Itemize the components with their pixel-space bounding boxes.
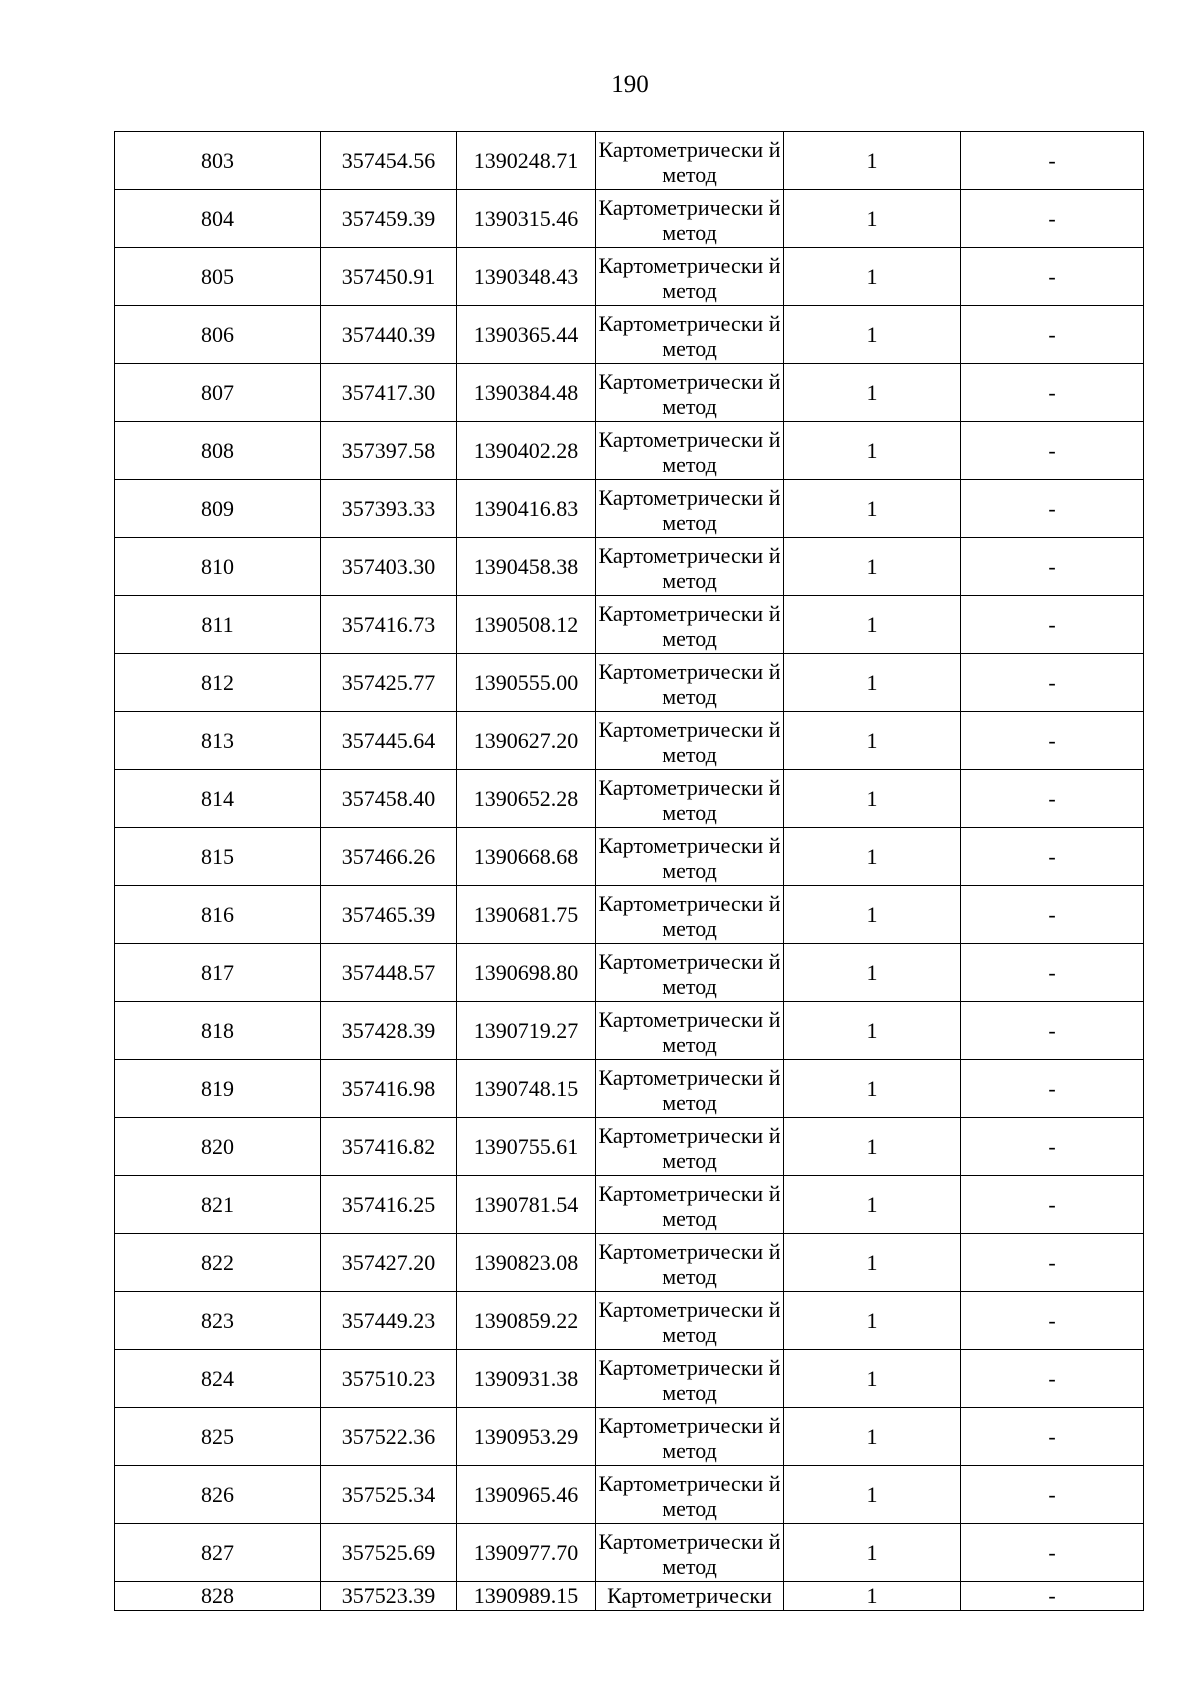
note-cell: - bbox=[961, 1466, 1144, 1524]
y-coordinate-cell: 1390384.48 bbox=[457, 364, 596, 422]
note-cell: - bbox=[961, 886, 1144, 944]
accuracy-cell: 1 bbox=[784, 1524, 961, 1582]
x-coordinate-cell: 357428.39 bbox=[321, 1002, 457, 1060]
accuracy-cell: 1 bbox=[784, 1176, 961, 1234]
point-number-cell: 816 bbox=[115, 886, 321, 944]
accuracy-cell: 1 bbox=[784, 944, 961, 1002]
table-row bbox=[115, 828, 1144, 886]
point-number-cell: 808 bbox=[115, 422, 321, 480]
accuracy-cell: 1 bbox=[784, 1060, 961, 1118]
table-row bbox=[115, 596, 1144, 654]
table-row bbox=[115, 132, 1144, 190]
note-cell: - bbox=[961, 1524, 1144, 1582]
method-cell: Картометрически й метод bbox=[596, 1234, 784, 1292]
point-number-cell: 828 bbox=[115, 1582, 321, 1611]
method-cell: Картометрически й метод bbox=[596, 1350, 784, 1408]
x-coordinate-cell: 357416.82 bbox=[321, 1118, 457, 1176]
table-row bbox=[115, 248, 1144, 306]
table-row bbox=[115, 1002, 1144, 1060]
point-number-cell: 825 bbox=[115, 1408, 321, 1466]
point-number-cell: 805 bbox=[115, 248, 321, 306]
method-cell: Картометрически й метод bbox=[596, 1524, 784, 1582]
point-number-cell: 806 bbox=[115, 306, 321, 364]
method-cell: Картометрически й метод bbox=[596, 538, 784, 596]
note-cell: - bbox=[961, 306, 1144, 364]
y-coordinate-cell: 1390681.75 bbox=[457, 886, 596, 944]
x-coordinate-cell: 357403.30 bbox=[321, 538, 457, 596]
method-cell: Картометрически й метод bbox=[596, 1060, 784, 1118]
note-cell: - bbox=[961, 538, 1144, 596]
method-cell: Картометрически й метод bbox=[596, 712, 784, 770]
point-number-cell: 818 bbox=[115, 1002, 321, 1060]
accuracy-cell: 1 bbox=[784, 1118, 961, 1176]
point-number-cell: 821 bbox=[115, 1176, 321, 1234]
method-cell: Картометрически й метод bbox=[596, 1002, 784, 1060]
x-coordinate-cell: 357466.26 bbox=[321, 828, 457, 886]
y-coordinate-cell: 1390555.00 bbox=[457, 654, 596, 712]
x-coordinate-cell: 357417.30 bbox=[321, 364, 457, 422]
x-coordinate-cell: 357525.34 bbox=[321, 1466, 457, 1524]
table-row bbox=[115, 1466, 1144, 1524]
point-number-cell: 827 bbox=[115, 1524, 321, 1582]
x-coordinate-cell: 357416.98 bbox=[321, 1060, 457, 1118]
x-coordinate-cell: 357465.39 bbox=[321, 886, 457, 944]
note-cell: - bbox=[961, 1176, 1144, 1234]
y-coordinate-cell: 1390931.38 bbox=[457, 1350, 596, 1408]
note-cell: - bbox=[961, 1582, 1144, 1611]
note-cell: - bbox=[961, 1292, 1144, 1350]
note-cell: - bbox=[961, 1060, 1144, 1118]
method-cell: Картометрически й метод bbox=[596, 306, 784, 364]
x-coordinate-cell: 357416.73 bbox=[321, 596, 457, 654]
note-cell: - bbox=[961, 654, 1144, 712]
point-number-cell: 813 bbox=[115, 712, 321, 770]
table-row bbox=[115, 364, 1144, 422]
accuracy-cell: 1 bbox=[784, 886, 961, 944]
accuracy-cell: 1 bbox=[784, 190, 961, 248]
y-coordinate-cell: 1390859.22 bbox=[457, 1292, 596, 1350]
point-number-cell: 826 bbox=[115, 1466, 321, 1524]
table-row bbox=[115, 1118, 1144, 1176]
point-number-cell: 811 bbox=[115, 596, 321, 654]
accuracy-cell: 1 bbox=[784, 422, 961, 480]
point-number-cell: 803 bbox=[115, 132, 321, 190]
table-row bbox=[115, 1582, 1144, 1611]
method-cell: Картометрически й метод bbox=[596, 828, 784, 886]
table-row bbox=[115, 1176, 1144, 1234]
y-coordinate-cell: 1390823.08 bbox=[457, 1234, 596, 1292]
y-coordinate-cell: 1390965.46 bbox=[457, 1466, 596, 1524]
x-coordinate-cell: 357397.58 bbox=[321, 422, 457, 480]
y-coordinate-cell: 1390402.28 bbox=[457, 422, 596, 480]
note-cell: - bbox=[961, 828, 1144, 886]
y-coordinate-cell: 1390719.27 bbox=[457, 1002, 596, 1060]
accuracy-cell: 1 bbox=[784, 1234, 961, 1292]
x-coordinate-cell: 357510.23 bbox=[321, 1350, 457, 1408]
method-cell: Картометрически й метод bbox=[596, 1176, 784, 1234]
method-cell: Картометрически й метод bbox=[596, 1118, 784, 1176]
method-cell: Картометрически й метод bbox=[596, 944, 784, 1002]
table-row bbox=[115, 1060, 1144, 1118]
method-cell: Картометрически й метод bbox=[596, 190, 784, 248]
accuracy-cell: 1 bbox=[784, 1292, 961, 1350]
point-number-cell: 823 bbox=[115, 1292, 321, 1350]
table-body bbox=[115, 132, 1144, 1611]
x-coordinate-cell: 357445.64 bbox=[321, 712, 457, 770]
y-coordinate-cell: 1390248.71 bbox=[457, 132, 596, 190]
x-coordinate-cell: 357525.69 bbox=[321, 1524, 457, 1582]
accuracy-cell: 1 bbox=[784, 538, 961, 596]
accuracy-cell: 1 bbox=[784, 1466, 961, 1524]
accuracy-cell: 1 bbox=[784, 770, 961, 828]
point-number-cell: 807 bbox=[115, 364, 321, 422]
y-coordinate-cell: 1390668.68 bbox=[457, 828, 596, 886]
point-number-cell: 810 bbox=[115, 538, 321, 596]
method-cell: Картометрически й метод bbox=[596, 596, 784, 654]
point-number-cell: 824 bbox=[115, 1350, 321, 1408]
y-coordinate-cell: 1390652.28 bbox=[457, 770, 596, 828]
point-number-cell: 812 bbox=[115, 654, 321, 712]
note-cell: - bbox=[961, 422, 1144, 480]
method-cell: Картометрически й метод bbox=[596, 654, 784, 712]
y-coordinate-cell: 1390977.70 bbox=[457, 1524, 596, 1582]
note-cell: - bbox=[961, 1408, 1144, 1466]
x-coordinate-cell: 357440.39 bbox=[321, 306, 457, 364]
accuracy-cell: 1 bbox=[784, 1350, 961, 1408]
accuracy-cell: 1 bbox=[784, 596, 961, 654]
method-cell: Картометрически й метод bbox=[596, 132, 784, 190]
note-cell: - bbox=[961, 132, 1144, 190]
table-row bbox=[115, 654, 1144, 712]
accuracy-cell: 1 bbox=[784, 480, 961, 538]
method-cell: Картометрически й метод bbox=[596, 364, 784, 422]
method-cell: Картометрически й метод bbox=[596, 480, 784, 538]
x-coordinate-cell: 357459.39 bbox=[321, 190, 457, 248]
table-row bbox=[115, 1408, 1144, 1466]
method-cell: Картометрически й метод bbox=[596, 1408, 784, 1466]
y-coordinate-cell: 1390315.46 bbox=[457, 190, 596, 248]
accuracy-cell: 1 bbox=[784, 1002, 961, 1060]
note-cell: - bbox=[961, 944, 1144, 1002]
method-cell: Картометрически й метод bbox=[596, 422, 784, 480]
x-coordinate-cell: 357454.56 bbox=[321, 132, 457, 190]
table-row bbox=[115, 190, 1144, 248]
method-cell: Картометрически й метод bbox=[596, 1466, 784, 1524]
table-row bbox=[115, 480, 1144, 538]
note-cell: - bbox=[961, 596, 1144, 654]
point-number-cell: 819 bbox=[115, 1060, 321, 1118]
point-number-cell: 817 bbox=[115, 944, 321, 1002]
y-coordinate-cell: 1390627.20 bbox=[457, 712, 596, 770]
point-number-cell: 809 bbox=[115, 480, 321, 538]
x-coordinate-cell: 357425.77 bbox=[321, 654, 457, 712]
y-coordinate-cell: 1390698.80 bbox=[457, 944, 596, 1002]
point-number-cell: 815 bbox=[115, 828, 321, 886]
y-coordinate-cell: 1390748.15 bbox=[457, 1060, 596, 1118]
table-row bbox=[115, 1524, 1144, 1582]
point-number-cell: 814 bbox=[115, 770, 321, 828]
accuracy-cell: 1 bbox=[784, 1408, 961, 1466]
note-cell: - bbox=[961, 248, 1144, 306]
y-coordinate-cell: 1390348.43 bbox=[457, 248, 596, 306]
accuracy-cell: 1 bbox=[784, 132, 961, 190]
table-row bbox=[115, 422, 1144, 480]
note-cell: - bbox=[961, 480, 1144, 538]
note-cell: - bbox=[961, 190, 1144, 248]
x-coordinate-cell: 357416.25 bbox=[321, 1176, 457, 1234]
y-coordinate-cell: 1390953.29 bbox=[457, 1408, 596, 1466]
table-row bbox=[115, 712, 1144, 770]
coordinates-table bbox=[114, 131, 1144, 1611]
note-cell: - bbox=[961, 364, 1144, 422]
point-number-cell: 820 bbox=[115, 1118, 321, 1176]
y-coordinate-cell: 1390365.44 bbox=[457, 306, 596, 364]
y-coordinate-cell: 1390416.83 bbox=[457, 480, 596, 538]
table-row bbox=[115, 770, 1144, 828]
accuracy-cell: 1 bbox=[784, 306, 961, 364]
note-cell: - bbox=[961, 770, 1144, 828]
page-number: 190 bbox=[611, 71, 649, 98]
y-coordinate-cell: 1390755.61 bbox=[457, 1118, 596, 1176]
note-cell: - bbox=[961, 1118, 1144, 1176]
accuracy-cell: 1 bbox=[784, 1582, 961, 1611]
x-coordinate-cell: 357450.91 bbox=[321, 248, 457, 306]
accuracy-cell: 1 bbox=[784, 364, 961, 422]
note-cell: - bbox=[961, 1350, 1144, 1408]
method-cell: Картометрически й метод bbox=[596, 886, 784, 944]
accuracy-cell: 1 bbox=[784, 712, 961, 770]
note-cell: - bbox=[961, 1234, 1144, 1292]
x-coordinate-cell: 357427.20 bbox=[321, 1234, 457, 1292]
method-cell: Картометрически й метод bbox=[596, 1292, 784, 1350]
table-row bbox=[115, 886, 1144, 944]
accuracy-cell: 1 bbox=[784, 248, 961, 306]
accuracy-cell: 1 bbox=[784, 828, 961, 886]
x-coordinate-cell: 357523.39 bbox=[321, 1582, 457, 1611]
note-cell: - bbox=[961, 1002, 1144, 1060]
x-coordinate-cell: 357458.40 bbox=[321, 770, 457, 828]
table-row bbox=[115, 944, 1144, 1002]
method-cell: Картометрически й метод bbox=[596, 248, 784, 306]
table-row bbox=[115, 1350, 1144, 1408]
y-coordinate-cell: 1390781.54 bbox=[457, 1176, 596, 1234]
x-coordinate-cell: 357393.33 bbox=[321, 480, 457, 538]
table-row bbox=[115, 1234, 1144, 1292]
note-cell: - bbox=[961, 712, 1144, 770]
table-row bbox=[115, 306, 1144, 364]
method-cell: Картометрически bbox=[596, 1582, 784, 1611]
table-row bbox=[115, 538, 1144, 596]
y-coordinate-cell: 1390989.15 bbox=[457, 1582, 596, 1611]
method-cell: Картометрически й метод bbox=[596, 770, 784, 828]
point-number-cell: 804 bbox=[115, 190, 321, 248]
table-row bbox=[115, 1292, 1144, 1350]
x-coordinate-cell: 357448.57 bbox=[321, 944, 457, 1002]
accuracy-cell: 1 bbox=[784, 654, 961, 712]
y-coordinate-cell: 1390508.12 bbox=[457, 596, 596, 654]
x-coordinate-cell: 357449.23 bbox=[321, 1292, 457, 1350]
x-coordinate-cell: 357522.36 bbox=[321, 1408, 457, 1466]
y-coordinate-cell: 1390458.38 bbox=[457, 538, 596, 596]
point-number-cell: 822 bbox=[115, 1234, 321, 1292]
